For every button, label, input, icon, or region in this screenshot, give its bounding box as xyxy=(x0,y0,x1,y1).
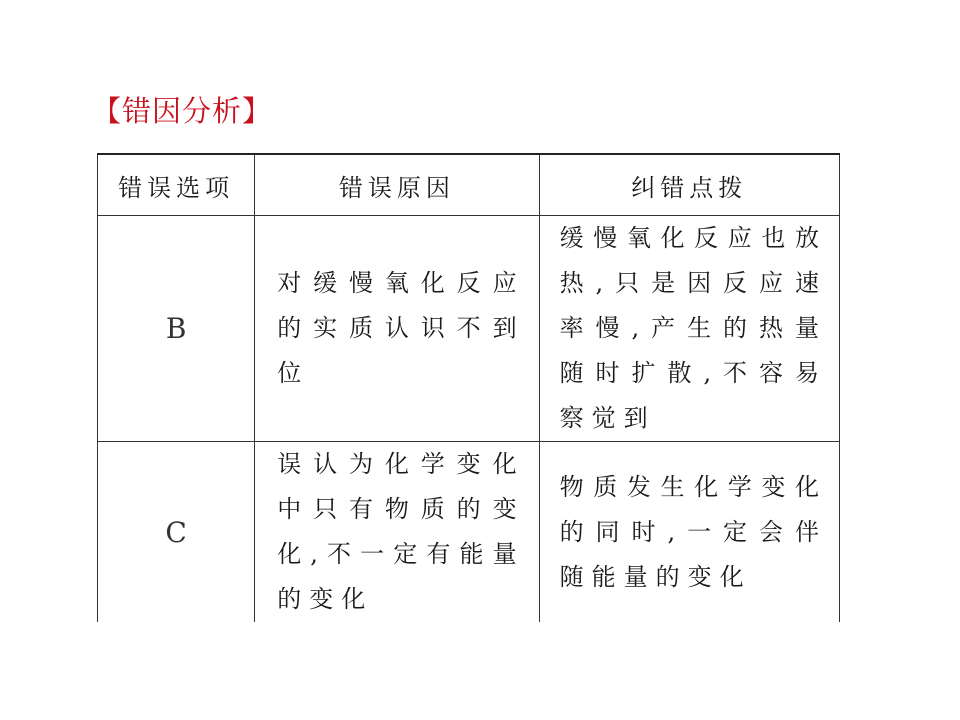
section-title: 【错因分析】 xyxy=(92,94,273,128)
header-correction: 纠错点拨 xyxy=(539,154,839,216)
table-row xyxy=(98,216,840,442)
correction-cell: 缓慢氧化反应也放热,只是因反应速率慢,产生的热量随时扩散,不容易察觉到 xyxy=(539,216,839,442)
table-row xyxy=(98,442,840,623)
header-wrong-reason: 错误原因 xyxy=(255,154,539,216)
option-cell: C xyxy=(98,442,255,623)
error-analysis-table xyxy=(97,153,840,622)
reason-cell: 误认为化学变化中只有物质的变化,不一定有能量的变化 xyxy=(255,442,539,623)
correction-cell: 物质发生化学变化的同时,一定会伴随能量的变化 xyxy=(539,442,839,623)
option-cell: B xyxy=(98,216,255,442)
header-wrong-option: 错误选项 xyxy=(98,154,255,216)
table-header-row xyxy=(98,154,840,216)
reason-cell: 对缓慢氧化反应的实质认识不到位 xyxy=(255,216,539,442)
